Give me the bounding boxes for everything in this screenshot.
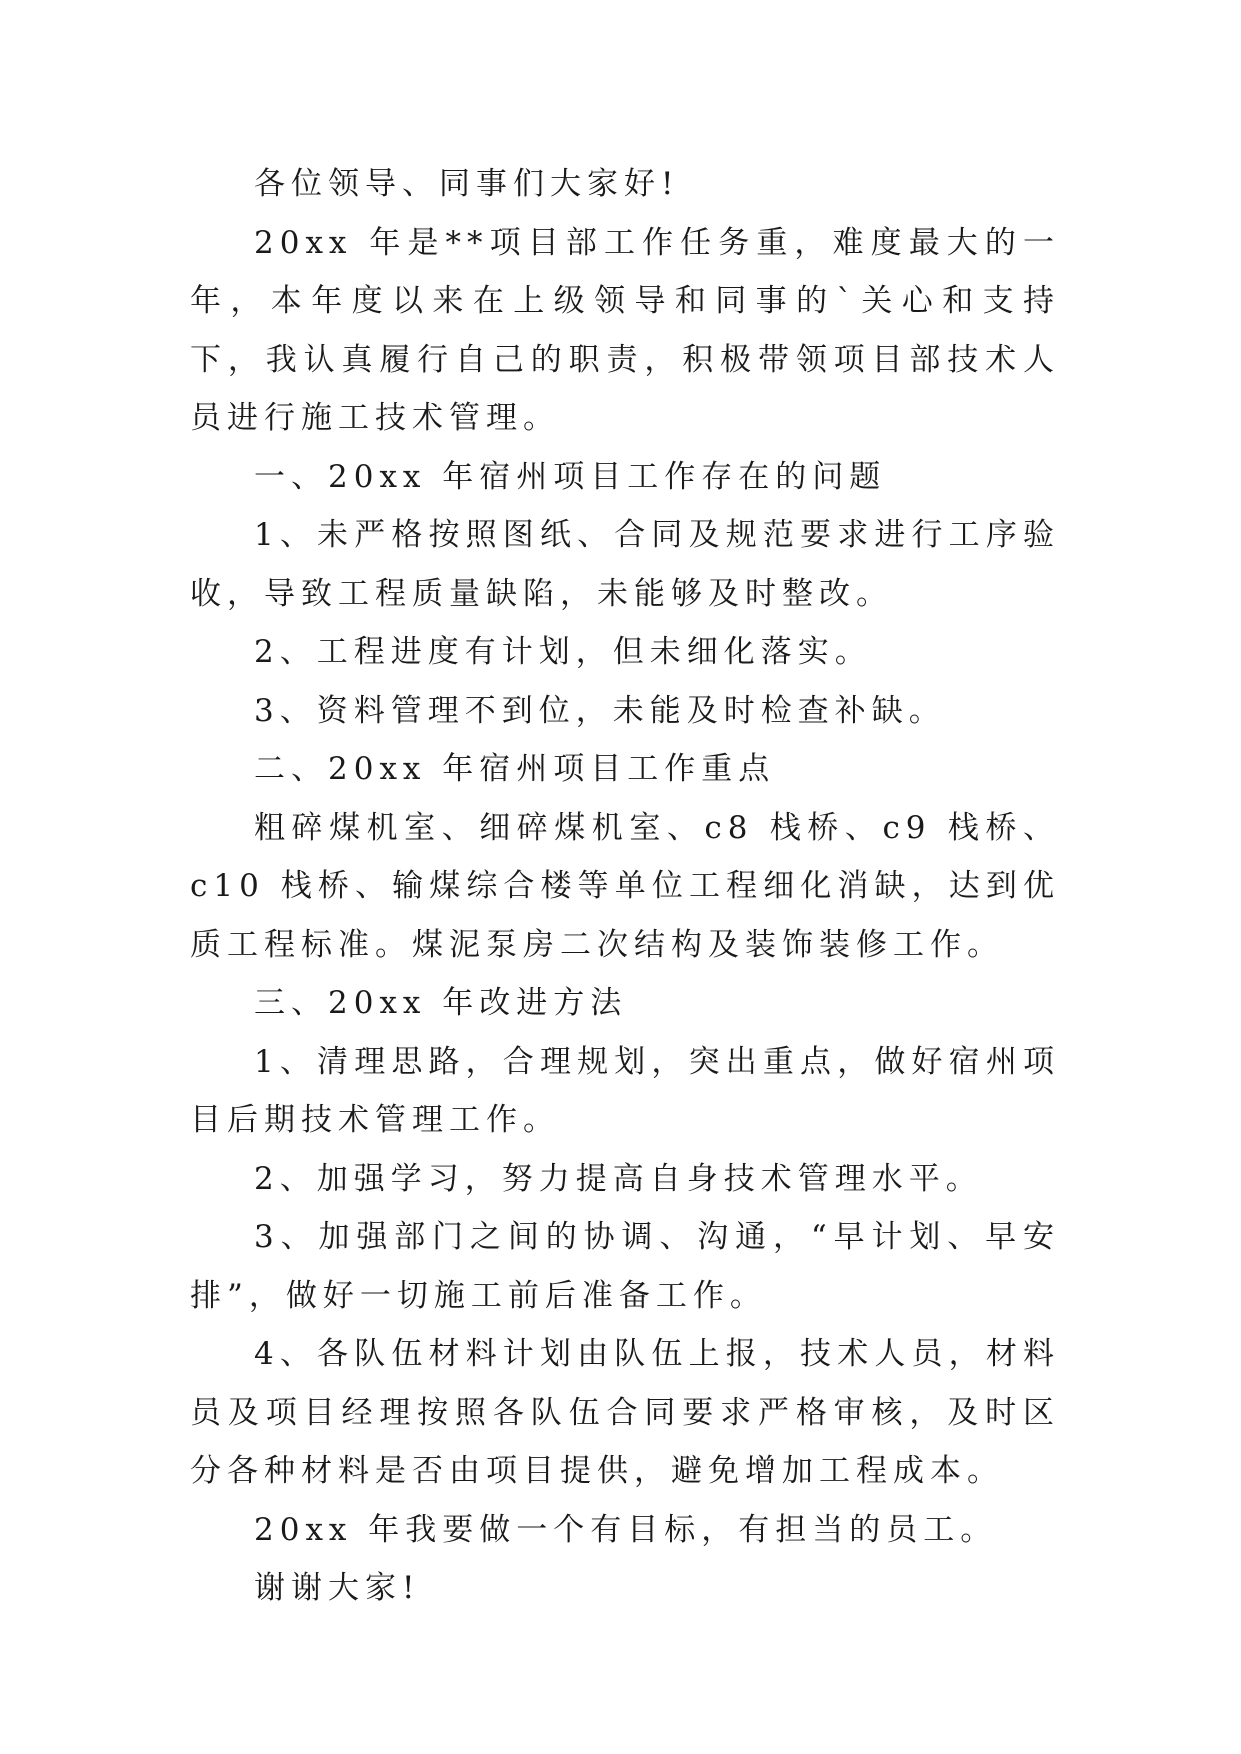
heading-problems: 一、20xx 年宿州项目工作存在的问题 (254, 458, 887, 495)
list-item-improvement-3: 3、加强部门之间的协调、沟通，“早计划、早安排”，做好一切施工前后准备工作。 (190, 1219, 1060, 1314)
paragraph-goal: 20xx 年我要做一个有目标，有担当的员工。 (254, 1511, 998, 1548)
paragraph-thanks: 谢谢大家! (254, 1570, 421, 1606)
list-item-problem-1: 1、未严格按照图纸、合同及规范要求进行工序验收，导致工程质量缺陷，未能够及时整改。 (190, 517, 1060, 612)
list-item-improvement-4: 4、各队伍材料计划由队伍上报，技术人员，材料员及项目经理按照各队伍合同要求严格审核，及时区分各种材料是否由项目提供，避免增加工程成本。 (190, 1336, 1060, 1489)
list-item-improvement-1: 1、清理思路，合理规划，突出重点，做好宿州项目后期技术管理工作。 (190, 1043, 1060, 1138)
list-item-improvement-2: 2、加强学习，努力提高自身技术管理水平。 (254, 1160, 983, 1197)
list-item-problem-3: 3、资料管理不到位，未能及时检查补缺。 (254, 692, 946, 729)
list-item-problem-2: 2、工程进度有计划，但未细化落实。 (254, 634, 872, 670)
document-body (190, 155, 1060, 1618)
paragraph-greeting: 各位领导、同事们大家好! (254, 166, 680, 202)
paragraph-focus: 粗碎煤机室、细碎煤机室、c8 栈桥、c9 栈桥、c10 栈桥、输煤综合楼等单位工程细化消缺，达到优质工程标准。煤泥泵房二次结构及装饰装修工作。 (190, 809, 1060, 963)
heading-improvements: 三、20xx 年改进方法 (254, 985, 628, 1021)
heading-focus: 二、20xx 年宿州项目工作重点 (254, 751, 776, 787)
paragraph-intro: 20xx 年是**项目部工作任务重，难度最大的一年，本年度以来在上级领导和同事的`关心和支持下，我认真履行自己的职责，积极带领项目部技术人员进行施工技术管理。 (190, 224, 1060, 436)
